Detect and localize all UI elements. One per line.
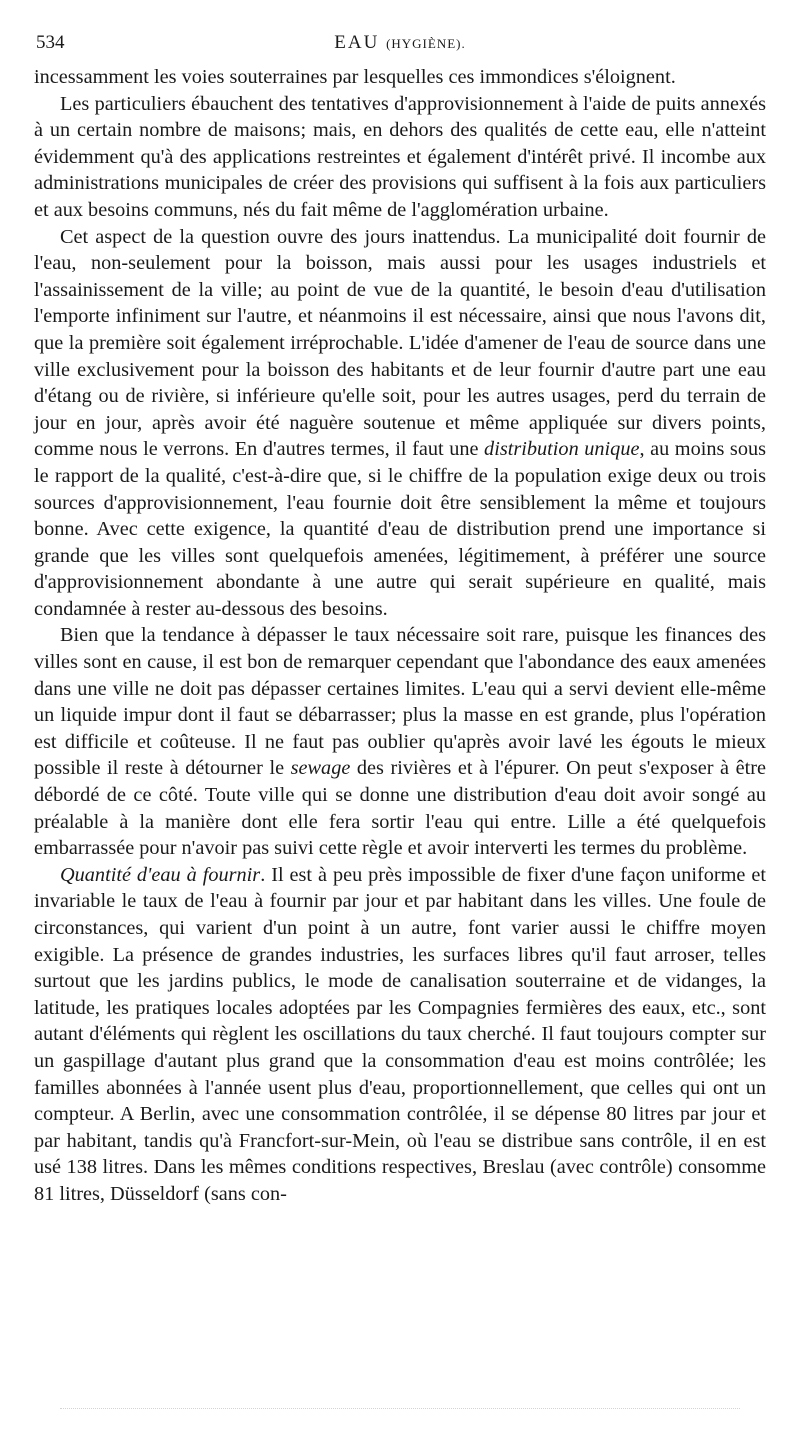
- body-text: [34, 64, 766, 1208]
- text-run: incessamment les voies souterraines par lesquelles ces immondices s'éloignent.: [34, 66, 676, 88]
- section-heading: Quantité d'eau à fournir: [60, 863, 261, 886]
- paragraph-5: [34, 862, 766, 1208]
- italic-term: sewage: [290, 757, 351, 780]
- paragraph-1: [34, 64, 766, 91]
- page-number: 534: [36, 32, 65, 53]
- running-head: [34, 28, 766, 54]
- paragraph-2: [34, 91, 766, 224]
- running-title-main: EAU: [334, 32, 380, 53]
- italic-term: distribution unique: [484, 438, 640, 461]
- text-run: . Il est à peu près impossible de fixer d'une façon uniforme et invariable le taux de l'eau à fournir par jour et par habitant dans les villes. Une foule de circonstances, qui varient d'un point à un autre, font varier aussi le chiffre moyen exigible. La présence de grandes industries, les surfaces libres qu'il faut arroser, telles surtout que les jardins publics, le mode de canalisation souterraine et de vidanges, la latitude, les pratiques locales adoptées par les Compagnies fermières des eaux, etc., sont autant d'éléments qui règlent les oscillations du taux cherché. Il faut toujours compter sur un gaspillage d'autant plus grand que la consommation d'eau est moins contrôlée; les familles abonnées à l'année usent plus d'eau, proportionnellement, que celles qui ont un compteur. A Berlin, avec une consommation contrôlée, il se dépense 80 litres par jour et par habitant, tandis qu'à Francfort-sur-Mein, où l'eau se distribue sans contrôle, il en est usé 138 litres. Dans les mêmes conditions respectives, Breslau (avec contrôle) consomme 81 litres, Düsseldorf (sans con-: [34, 863, 766, 1205]
- paragraph-4: [34, 622, 766, 861]
- text-run: , au moins sous le rapport de la qualité, c'est-à-dire que, si le chiffre de la population exige deux ou trois sources d'approvisionnement, l'eau fournie doit être sensiblement la même et toujours bonne. Avec cette exigence, la quantité d'eau de distribution prend une importance si grande que les villes sont quelquefois amenées, légitimement, à préférer une source d'approvisionnement abondante à une autre qui serait supérieure en qualité, mais condamnée à rester au-dessous des besoins.: [34, 438, 766, 620]
- running-title-sub: (HYGIÈNE).: [386, 36, 466, 51]
- text-run: Bien que la tendance à dépasser le taux nécessaire soit rare, puisque les finances des villes sont en cause, il est bon de remarquer cependant que l'abondance des eaux amenées dans une ville ne doit pas dépasser certaines limites. L'eau qui a servi devient elle-même un liquide impur dont il faut se débarrasser; plus la masse en est grande, plus l'opération est difficile et coûteuse. Il ne faut pas oublier qu'après avoir lavé les égouts le mieux possible il reste à détourner le: [34, 624, 766, 780]
- page-bottom-specks: [60, 1408, 740, 1413]
- text-run: Les particuliers ébauchent des tentatives d'approvisionnement à l'aide de puits annexés à un certain nombre de maisons; mais, en dehors des qualités de cette eau, elle n'atteint évidemment qu'à des applications restreintes et également d'intérêt privé. Il incombe aux administrations municipales de créer des provisions qui suffisent à la fois aux particuliers et aux besoins communs, nés du fait même de l'agglomération urbaine.: [34, 92, 766, 221]
- paragraph-3: [34, 224, 766, 623]
- running-title: [34, 32, 766, 54]
- text-run: des rivières et à l'épurer. On peut s'exposer à être débordé de ce côté. Toute ville qui se donne une distribution d'eau doit avoir songé au préalable à la manière dont elle fera sortir l'eau qui entre. Lille a été quelquefois embarrassée pour n'avoir pas suivi cette règle et avoir interverti les termes du problème.: [34, 757, 766, 860]
- text-run: Cet aspect de la question ouvre des jours inattendus. La municipalité doit fournir de l'eau, non-seulement pour la boisson, mais aussi pour les usages industriels et l'assainissement de la ville; au point de vue de la quantité, le besoin d'eau d'utilisation l'emporte infiniment sur l'autre, et néanmoins il est nécessaire, ainsi que nous l'avons dit, que la première soit également irréprochable. L'idée d'amener de l'eau de source dans une ville exclusivement pour la boisson des habitants et de leur fournir d'autre part une eau d'étang ou de rivière, si inférieure qu'elle soit, pour les autres usages, perd du terrain de jour en jour, après avoir été naguère soutenue et même appliquée sur divers points, comme nous le verrons. En d'autres termes, il faut une: [34, 225, 766, 461]
